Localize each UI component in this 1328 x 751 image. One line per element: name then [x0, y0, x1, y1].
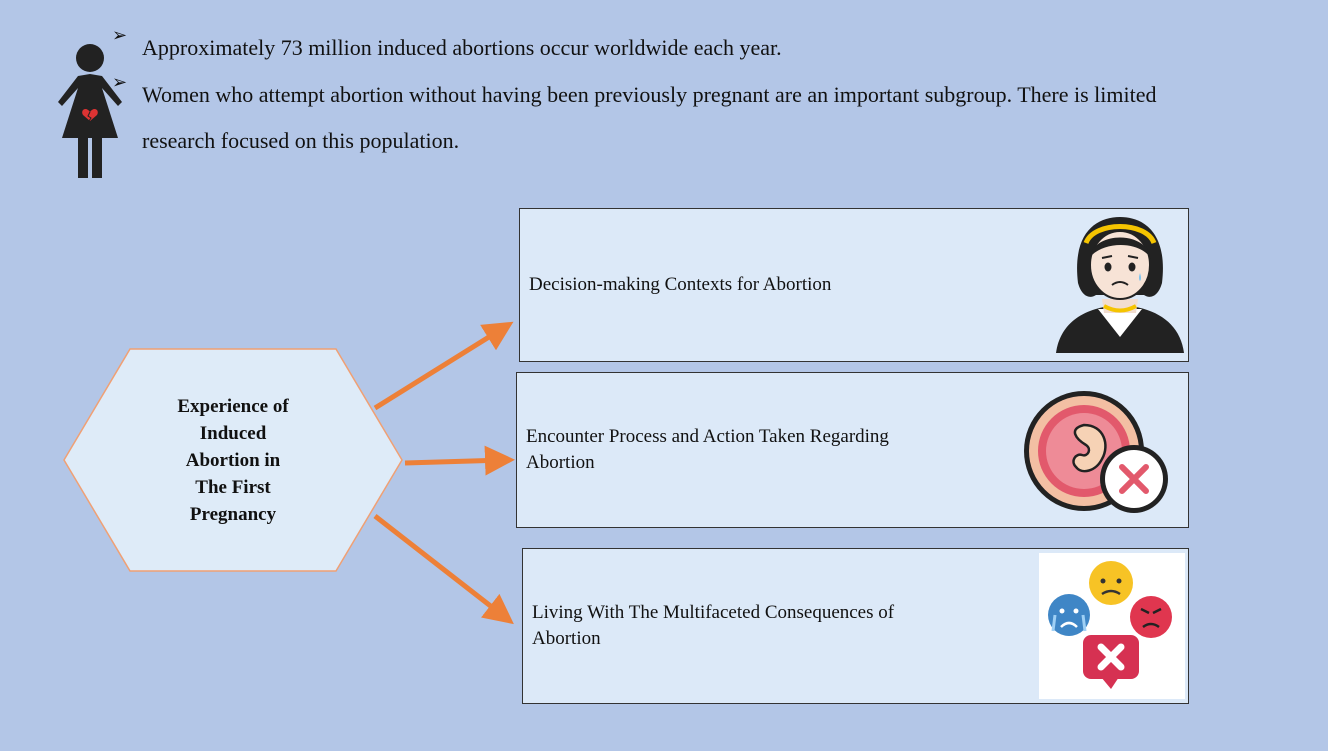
- intro-bullet-text: Women who attempt abortion without having been previously pregnant are an important subgroup. There is limited research focused on this population.: [142, 82, 1157, 153]
- bullet-arrow-icon: ➢: [112, 72, 128, 92]
- theme-label: Living With The Multifaceted Consequences of Abortion: [532, 602, 895, 649]
- worried-woman-icon: [1054, 213, 1186, 357]
- center-title: Experience of Induced Abortion in The First Pregnancy: [177, 395, 289, 525]
- theme-box-3: [522, 548, 1189, 704]
- fetus-cancel-icon: [1022, 389, 1174, 521]
- theme-label: Decision-making Contexts for Abortion: [529, 274, 832, 295]
- theme-box-2: [516, 372, 1189, 528]
- emotions-icon: [1039, 553, 1185, 699]
- bullet-arrow-icon: ➢: [112, 25, 128, 45]
- theme-box-1: [519, 208, 1189, 362]
- intro-bullet-1: [112, 25, 782, 71]
- intro-bullet-text: Approximately 73 million induced abortions occur worldwide each year.: [142, 35, 782, 60]
- arrow-to-theme-2: [405, 460, 505, 463]
- theme-label: Encounter Process and Action Taken Regarding Abortion: [526, 426, 889, 473]
- intro-bullet-2: [112, 72, 1222, 164]
